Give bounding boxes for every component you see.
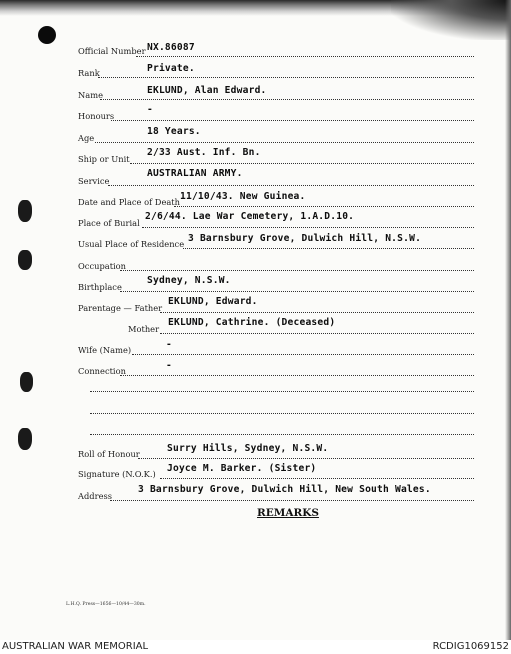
field-label: Wife (Name) bbox=[78, 345, 132, 355]
field-label: Address bbox=[78, 491, 113, 501]
binding-tab bbox=[20, 372, 33, 392]
dotted-rule bbox=[160, 478, 474, 479]
field-label: Occupation bbox=[78, 261, 127, 271]
field-label: Honours bbox=[78, 111, 115, 121]
dotted-rule bbox=[138, 458, 474, 459]
field-label: Parentage — Father bbox=[78, 303, 163, 313]
field-label: Connection bbox=[78, 366, 126, 376]
field-label: Official Number bbox=[78, 46, 146, 56]
binding-tab bbox=[18, 428, 32, 450]
dotted-rule bbox=[108, 185, 474, 186]
field-value: Joyce M. Barker. (Sister) bbox=[167, 463, 317, 474]
dotted-rule bbox=[142, 227, 474, 228]
dotted-rule bbox=[111, 120, 474, 121]
field-value: EKLUND, Cathrine. (Deceased) bbox=[168, 317, 336, 328]
field-label: Birthplace bbox=[78, 282, 122, 292]
dotted-rule bbox=[90, 391, 474, 392]
dotted-rule bbox=[136, 56, 474, 57]
dotted-rule bbox=[120, 375, 474, 376]
field-label: Roll of Honour bbox=[78, 449, 140, 459]
field-value: 2/33 Aust. Inf. Bn. bbox=[147, 147, 261, 158]
field-label: Ship or Unit bbox=[78, 154, 130, 164]
field-label: Signature (N.O.K.) bbox=[78, 469, 156, 479]
field-value: - bbox=[166, 360, 172, 371]
field-value: 3 Barnsbury Grove, Dulwich Hill, New South Wales. bbox=[138, 484, 431, 495]
dotted-rule bbox=[95, 142, 474, 143]
field-value: EKLUND, Alan Edward. bbox=[147, 85, 267, 96]
dotted-rule bbox=[130, 163, 474, 164]
dotted-rule bbox=[160, 312, 474, 313]
field-label: Name bbox=[78, 90, 103, 100]
dotted-rule bbox=[98, 77, 474, 78]
field-value: 3 Barnsbury Grove, Dulwich Hill, N.S.W. bbox=[188, 233, 422, 244]
field-label: Place of Burial bbox=[78, 218, 140, 228]
dotted-rule bbox=[183, 248, 474, 249]
archive-footer bbox=[0, 640, 511, 654]
dotted-rule bbox=[120, 270, 474, 271]
field-label: Usual Place of Residence bbox=[78, 239, 185, 249]
field-label: Date and Place of Death bbox=[78, 197, 180, 207]
dotted-rule bbox=[100, 99, 474, 100]
field-label: Rank bbox=[78, 68, 100, 78]
field-value: - bbox=[147, 104, 153, 115]
field-value: Sydney, N.S.W. bbox=[147, 275, 231, 286]
field-value: 2/6/44. Lae War Cemetery, 1.A.D.10. bbox=[145, 211, 355, 222]
field-label: Age bbox=[78, 133, 95, 143]
field-value: 18 Years. bbox=[147, 126, 201, 137]
footer-left-text: AUSTRALIAN WAR MEMORIAL bbox=[2, 641, 149, 652]
punch-hole bbox=[38, 26, 56, 44]
form-print-code: L.H.Q. Press—1656—10/44—30m. bbox=[66, 602, 146, 607]
dotted-rule bbox=[120, 291, 474, 292]
dotted-rule bbox=[132, 354, 474, 355]
dotted-rule bbox=[174, 206, 474, 207]
scan-shadow-corner bbox=[391, 0, 511, 40]
field-value: - bbox=[166, 339, 172, 350]
dotted-rule bbox=[90, 434, 474, 435]
field-value: AUSTRALIAN ARMY. bbox=[147, 168, 243, 179]
dotted-rule bbox=[110, 500, 474, 501]
field-label: Service bbox=[78, 176, 110, 186]
field-value: EKLUND, Edward. bbox=[168, 296, 258, 307]
footer-right-text: RCDIG1069152 bbox=[432, 641, 509, 652]
field-label: Mother bbox=[128, 324, 160, 334]
dotted-rule bbox=[160, 333, 474, 334]
field-value: NX.86087 bbox=[147, 42, 195, 53]
scan-shadow-right bbox=[505, 0, 511, 640]
binding-tab bbox=[18, 250, 32, 270]
field-value: Surry Hills, Sydney, N.S.W. bbox=[167, 443, 329, 454]
dotted-rule bbox=[90, 413, 474, 414]
field-value: 11/10/43. New Guinea. bbox=[180, 191, 306, 202]
binding-tab bbox=[18, 200, 32, 222]
field-value: Private. bbox=[147, 63, 195, 74]
remarks-heading: REMARKS bbox=[257, 507, 319, 519]
